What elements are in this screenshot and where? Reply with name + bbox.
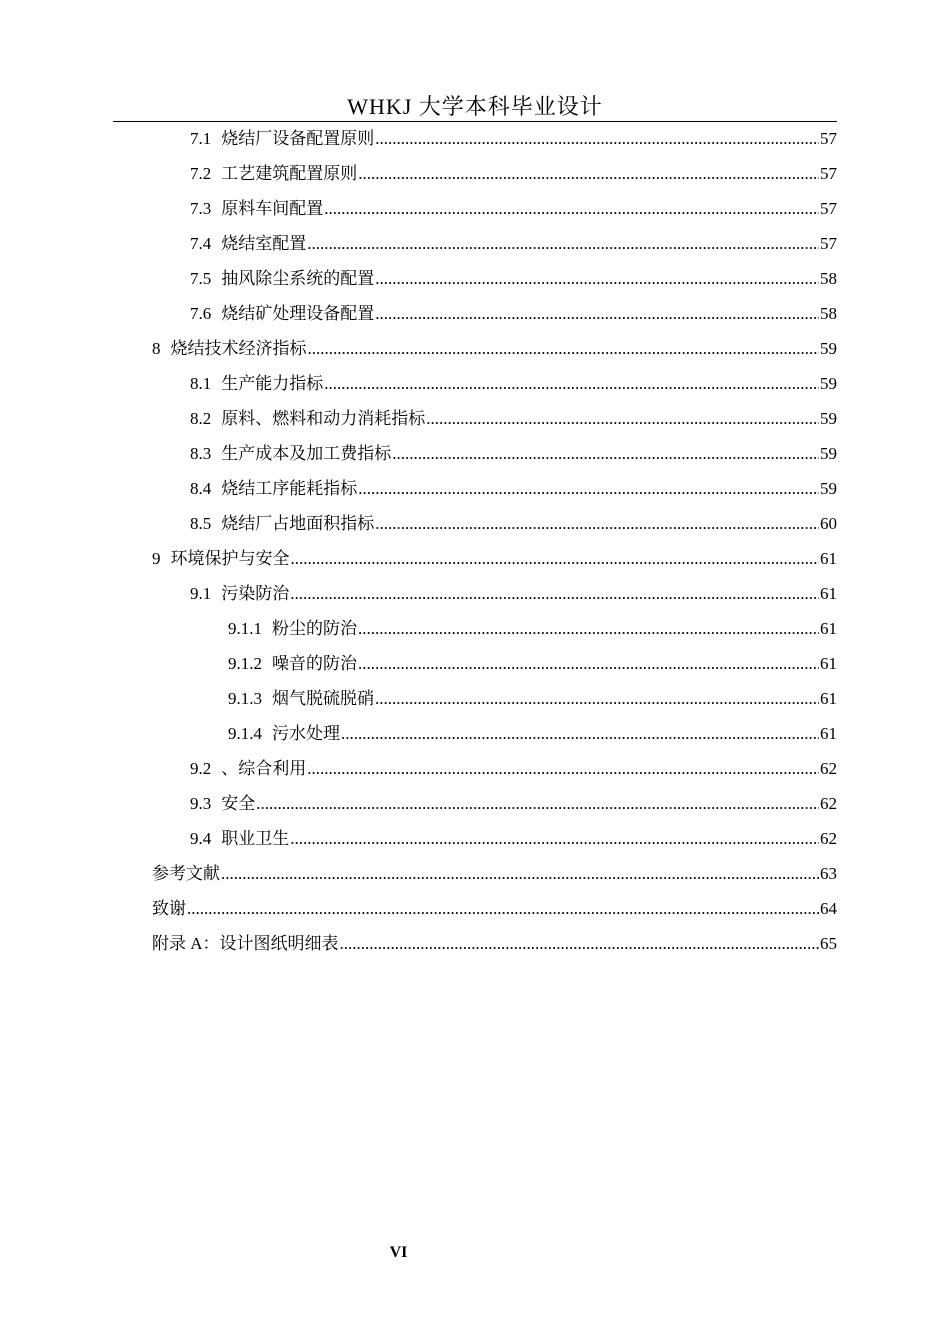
toc-entry-title: 原料车间配置	[221, 199, 324, 218]
toc-entry-title: 烧结矿处理设备配置	[221, 304, 375, 323]
toc-entry-title: 烧结厂设备配置原则	[221, 129, 375, 148]
toc-dot-leader	[358, 156, 819, 191]
toc-dot-leader	[375, 296, 819, 331]
toc-entry-page: 57	[820, 129, 837, 148]
toc-entry-title: 粉尘的防治	[272, 619, 357, 638]
toc-entry-number: 9.1	[190, 584, 212, 603]
toc-entry-title: 原料、燃料和动力消耗指标	[221, 409, 426, 428]
toc-dot-leader	[341, 716, 819, 751]
toc-entry-number: 9	[152, 549, 161, 568]
toc-entry-page: 65	[820, 934, 837, 953]
toc-entry-page: 62	[820, 829, 837, 848]
page-header: WHKJ 大学本科毕业设计	[347, 94, 603, 119]
toc-dot-leader	[308, 331, 820, 366]
toc-entry[interactable]	[190, 191, 837, 226]
toc-entry-number: 9.1.2	[228, 654, 262, 673]
toc-entry-number: 8.3	[190, 444, 212, 463]
toc-dot-leader	[290, 821, 819, 856]
toc-entry[interactable]	[190, 506, 837, 541]
toc-entry-title: 参考文献	[152, 864, 220, 883]
toc-entry-page: 58	[820, 304, 837, 323]
toc-entry-title: 烧结厂占地面积指标	[221, 514, 375, 533]
toc-entry[interactable]	[228, 716, 837, 751]
toc-entry[interactable]	[190, 366, 837, 401]
toc-entry-number: 7.3	[190, 199, 212, 218]
toc-entry-number: 8.1	[190, 374, 212, 393]
toc-dot-leader	[324, 366, 819, 401]
toc-entry[interactable]	[190, 296, 837, 331]
toc-dot-leader	[426, 401, 819, 436]
toc-entry-title: 生产成本及加工费指标	[221, 444, 392, 463]
toc-entry-page: 59	[820, 479, 837, 498]
toc-entry-page: 58	[820, 269, 837, 288]
toc-entry-title: 噪音的防治	[272, 654, 357, 673]
toc-dot-leader	[375, 681, 819, 716]
toc-entry-page: 61	[820, 619, 837, 638]
toc-entry[interactable]	[152, 891, 837, 926]
toc-dot-leader	[392, 436, 819, 471]
toc-entry[interactable]	[190, 821, 837, 856]
toc-entry-title: 烧结室配置	[221, 234, 307, 253]
toc-dot-leader	[340, 926, 819, 961]
toc-entry[interactable]	[228, 681, 837, 716]
toc-dot-leader	[307, 226, 819, 261]
toc-entry-page: 59	[820, 339, 837, 358]
toc-entry-number: 9.1.3	[228, 689, 262, 708]
toc-entry-number: 7.5	[190, 269, 212, 288]
toc-entry-page: 60	[820, 514, 837, 533]
toc-entry[interactable]	[190, 436, 837, 471]
toc-entry[interactable]	[190, 261, 837, 296]
toc-entry-number: 9.1.1	[228, 619, 262, 638]
toc-entry-number: 9.3	[190, 794, 212, 813]
toc-entry-page: 62	[820, 794, 837, 813]
toc-dot-leader	[375, 121, 819, 156]
toc-entry-title: 、综合利用	[221, 759, 307, 778]
toc-entry-number: 9.4	[190, 829, 212, 848]
toc-entry[interactable]	[228, 611, 837, 646]
toc-dot-leader	[324, 191, 819, 226]
toc-dot-leader	[187, 891, 819, 926]
toc-entry-page: 59	[820, 444, 837, 463]
toc-dot-leader	[358, 646, 819, 681]
page-number: VI	[389, 1244, 408, 1261]
toc-entry-title: 生产能力指标	[221, 374, 324, 393]
toc-entry[interactable]	[190, 401, 837, 436]
toc-entry-number: 7.2	[190, 164, 212, 183]
toc-entry-page: 61	[820, 654, 837, 673]
toc-dot-leader	[375, 261, 819, 296]
toc-dot-leader	[358, 471, 819, 506]
toc-entry-number: 7.4	[190, 234, 212, 253]
toc-entry-page: 57	[820, 164, 837, 183]
toc-entry-number: 8.4	[190, 479, 212, 498]
toc-entry-number: 7.6	[190, 304, 212, 323]
toc-entry-title: 安全	[221, 794, 256, 813]
toc-entry-title: 致谢	[152, 899, 186, 918]
toc-entry[interactable]	[152, 331, 837, 366]
toc-dot-leader	[375, 506, 819, 541]
toc-entry[interactable]	[228, 646, 837, 681]
toc-entry-title: 烧结技术经济指标	[170, 339, 307, 358]
toc-entry-number: 9.2	[190, 759, 212, 778]
toc-entry-title: 附录 A：设计图纸明细表	[152, 934, 339, 953]
toc-entry-number: 8.5	[190, 514, 212, 533]
toc-entry-page: 61	[820, 724, 837, 743]
toc-entry-number: 9.1.4	[228, 724, 262, 743]
toc-entry-number: 8.2	[190, 409, 212, 428]
toc-entry[interactable]	[152, 541, 837, 576]
toc-entry[interactable]	[152, 856, 837, 891]
toc-dot-leader	[291, 541, 820, 576]
toc-entry[interactable]	[190, 751, 837, 786]
toc-entry-page: 59	[820, 409, 837, 428]
toc-entry-title: 污染防治	[221, 584, 290, 603]
toc-entry[interactable]	[190, 156, 837, 191]
toc-entry-page: 61	[820, 584, 837, 603]
toc-dot-leader	[256, 786, 819, 821]
toc-dot-leader	[358, 611, 819, 646]
toc-entry[interactable]	[190, 786, 837, 821]
toc-entry-number: 7.1	[190, 129, 212, 148]
toc-entry-title: 环境保护与安全	[170, 549, 290, 568]
toc-entry-page: 57	[820, 234, 837, 253]
toc-dot-leader	[290, 576, 819, 611]
toc-entry-page: 61	[820, 549, 837, 568]
toc-dot-leader	[307, 751, 819, 786]
toc-entry-page: 59	[820, 374, 837, 393]
toc-entry-title: 污水处理	[272, 724, 340, 743]
toc-entry-page: 64	[820, 899, 837, 918]
toc-entry-page: 62	[820, 759, 837, 778]
toc-entry-title: 烧结工序能耗指标	[221, 479, 358, 498]
toc-entry-title: 抽风除尘系统的配置	[221, 269, 375, 288]
toc-entry-page: 63	[820, 864, 837, 883]
toc-entry-title: 烟气脱硫脱硝	[272, 689, 374, 708]
toc-entry[interactable]	[190, 226, 837, 261]
toc-dot-leader	[221, 856, 819, 891]
toc-entry[interactable]	[152, 926, 837, 961]
toc-entry[interactable]	[190, 471, 837, 506]
toc-entry-title: 职业卫生	[221, 829, 290, 848]
toc-entry[interactable]	[190, 121, 837, 156]
toc-entry[interactable]	[190, 576, 837, 611]
toc-entry-title: 工艺建筑配置原则	[221, 164, 358, 183]
toc-entry-page: 57	[820, 199, 837, 218]
toc-entry-number: 8	[152, 339, 161, 358]
toc-entry-page: 61	[820, 689, 837, 708]
